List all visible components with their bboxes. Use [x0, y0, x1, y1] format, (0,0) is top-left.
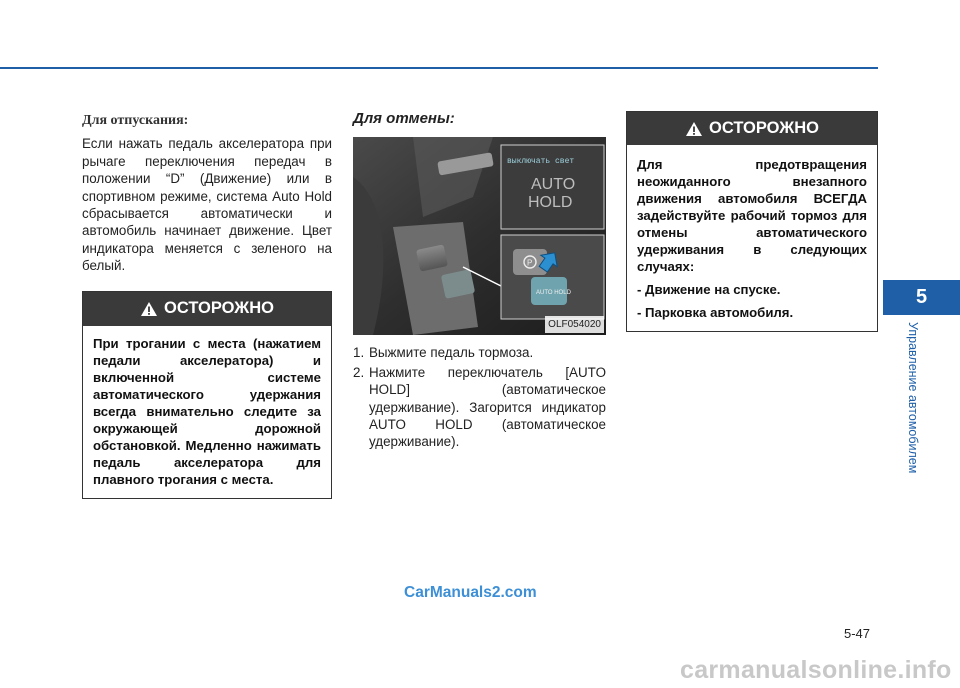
chapter-tab: 5 — [883, 280, 960, 315]
step-text: Выжмите педаль тормоза. — [369, 345, 534, 361]
middle-column — [353, 110, 606, 453]
indicator-auto: AUTO — [531, 176, 576, 194]
warning-title: ОСТОРОЖНО — [164, 298, 274, 317]
svg-text:P: P — [527, 258, 533, 268]
figure-code: OLF054020 — [545, 316, 604, 333]
right-column — [626, 111, 878, 332]
step-text: Нажмите переключатель [AUTO HOLD] (автоматическое удерживание). Загорится индикатор AUTO HOLD (автоматическое удерживание). — [369, 364, 606, 450]
warning-triangle-icon — [685, 121, 703, 137]
list-item — [353, 364, 606, 451]
warning-item: - Движение на спуске. — [637, 282, 781, 297]
top-rule — [0, 67, 878, 69]
chapter-title: Управление автомобилем — [906, 322, 920, 474]
indicator-hold: HOLD — [528, 194, 573, 212]
release-heading: Для отпускания: — [82, 113, 189, 128]
chapter-label — [903, 322, 923, 492]
auto-hold-photo — [353, 137, 606, 335]
warning-body — [627, 145, 877, 331]
warning-header — [83, 292, 331, 326]
button-label: AUTO HOLD — [536, 290, 571, 297]
warning-title: ОСТОРОЖНО — [709, 118, 819, 137]
left-column — [82, 112, 332, 499]
page-number: 5-47 — [844, 626, 871, 641]
cancel-heading: Для отмены: — [353, 110, 455, 127]
step-number: 2. — [353, 364, 365, 380]
list-item — [353, 344, 606, 361]
warning-body — [83, 326, 331, 498]
warning-box-left — [82, 291, 332, 499]
warning-triangle-icon — [140, 301, 158, 317]
steps-list — [353, 344, 606, 450]
overlay-text: выключать свет — [507, 157, 575, 167]
warning-box-right — [626, 111, 878, 332]
warning-text: При трогании с места (нажатием педали акселератора) и включенной системе автоматического удержания всегда внимательно следите за окружающей дорожной обстановкой. Медленно нажимать педаль акселератора для плавного трогания с места. — [93, 335, 321, 487]
watermark: CarManuals2.com — [404, 584, 537, 601]
console-illustration — [353, 137, 606, 335]
release-paragraph: Если нажать педаль акселератора при рычаге переключения передач в положении “D” (Движение) или в спортивном режиме, система Auto Hold сбрасывается автоматически и автомобиль начинает движение. Цвет индикатора меняется с зеленого на белый. — [82, 136, 332, 274]
warning-intro: Для предотвращения неожиданного внезапного движения автомобиля ВСЕГДА задействуйте рабочий тормоз для отмены автоматического удерживания в следующих случаях: — [637, 157, 867, 274]
warning-header — [627, 112, 877, 145]
warning-item: - Парковка автомобиля. — [637, 305, 794, 320]
step-number: 1. — [353, 345, 365, 361]
footer-watermark: carmanualsonline.info — [680, 656, 952, 684]
